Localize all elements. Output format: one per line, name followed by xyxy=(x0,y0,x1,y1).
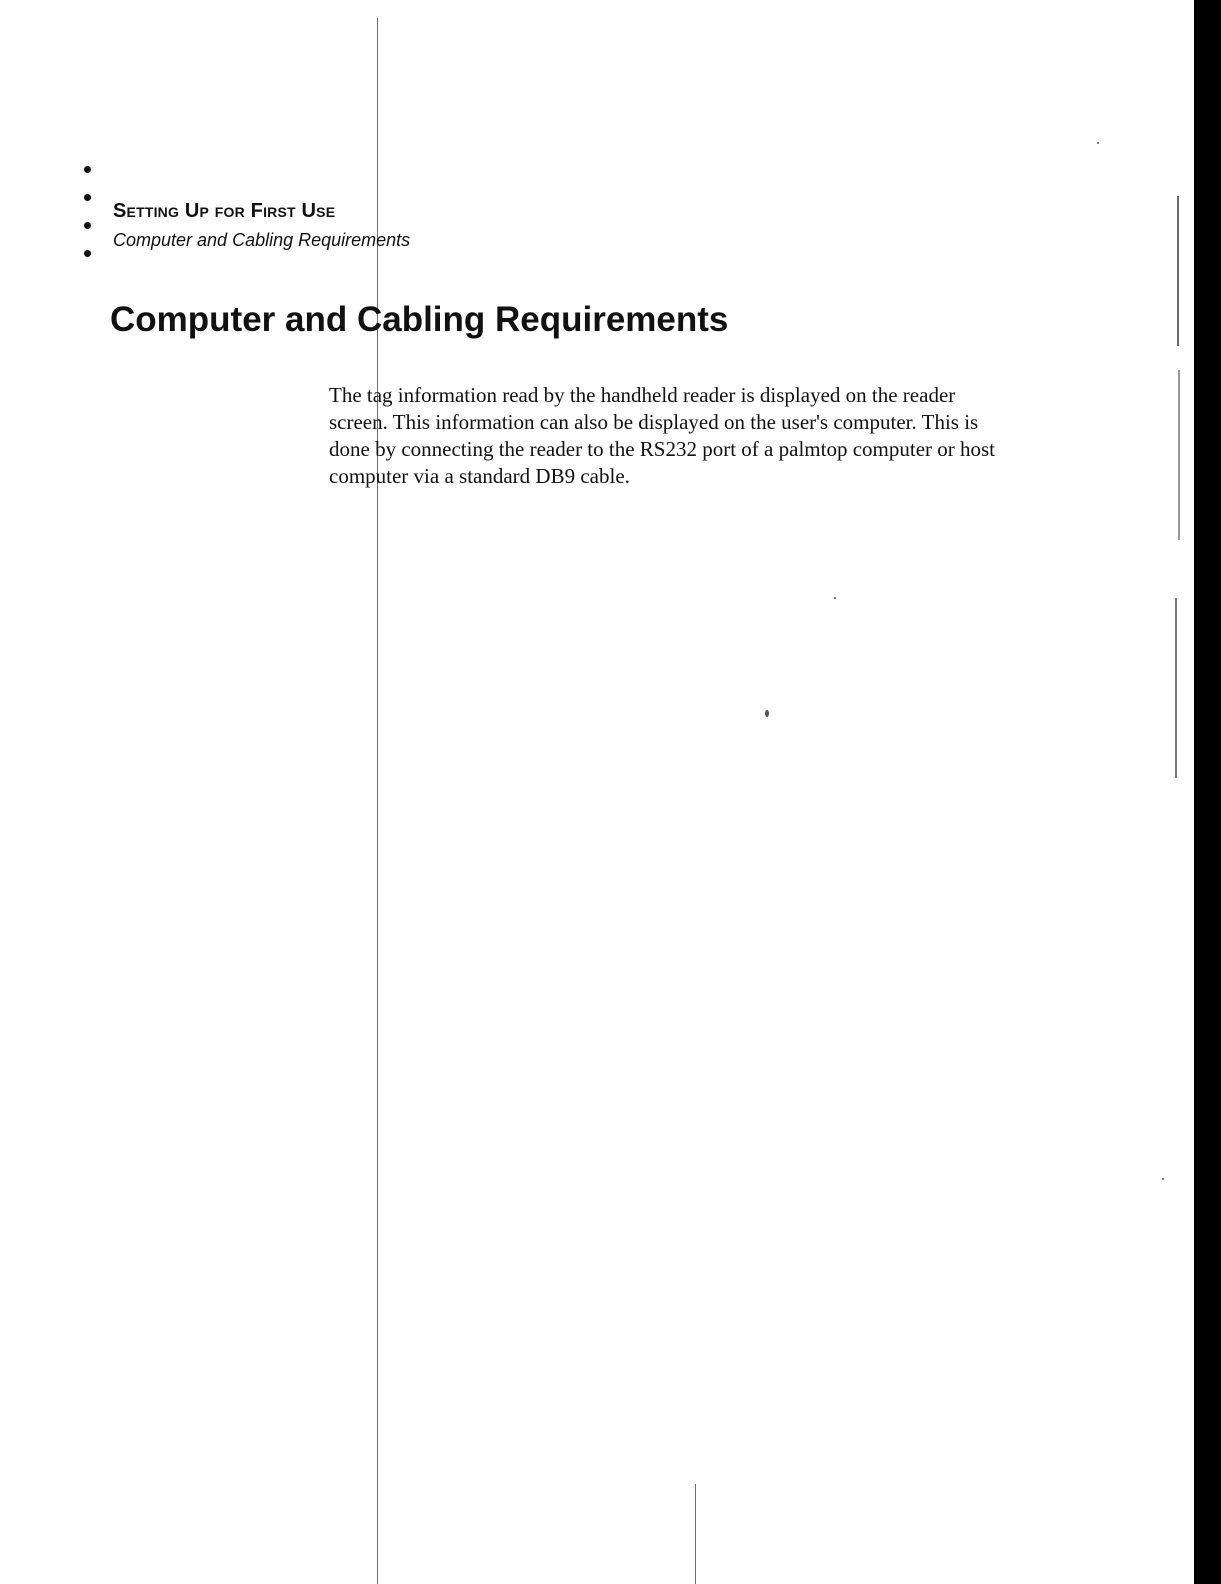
scan-artifact-line xyxy=(1178,370,1180,540)
margin-bullet-dots xyxy=(84,166,94,278)
binding-rule-line xyxy=(377,18,378,1584)
bullet-dot xyxy=(84,166,91,173)
page-title: Computer and Cabling Requirements xyxy=(110,300,729,339)
bullet-dot xyxy=(84,250,91,257)
bullet-dot xyxy=(84,222,91,229)
scan-artifact-line xyxy=(1175,598,1177,778)
scan-edge-bar xyxy=(1194,0,1221,1584)
body-paragraph: The tag information read by the handheld reader is displayed on the reader screen. This information can also be displayed on the user's computer. This is done by connecting the reader to the RS232 port of a palmtop computer or host computer via a standard DB9 cable. xyxy=(329,383,996,488)
scan-speck xyxy=(765,710,769,717)
scan-artifact-line xyxy=(1177,196,1179,346)
scan-speck xyxy=(834,597,836,599)
running-header-section: Setting Up for First Use xyxy=(113,200,336,222)
scan-speck xyxy=(1162,1178,1164,1180)
bottom-rule-line xyxy=(695,1484,696,1584)
bullet-dot xyxy=(84,194,91,201)
scan-speck xyxy=(1097,142,1099,144)
running-header-subsection: Computer and Cabling Requirements xyxy=(113,230,411,250)
